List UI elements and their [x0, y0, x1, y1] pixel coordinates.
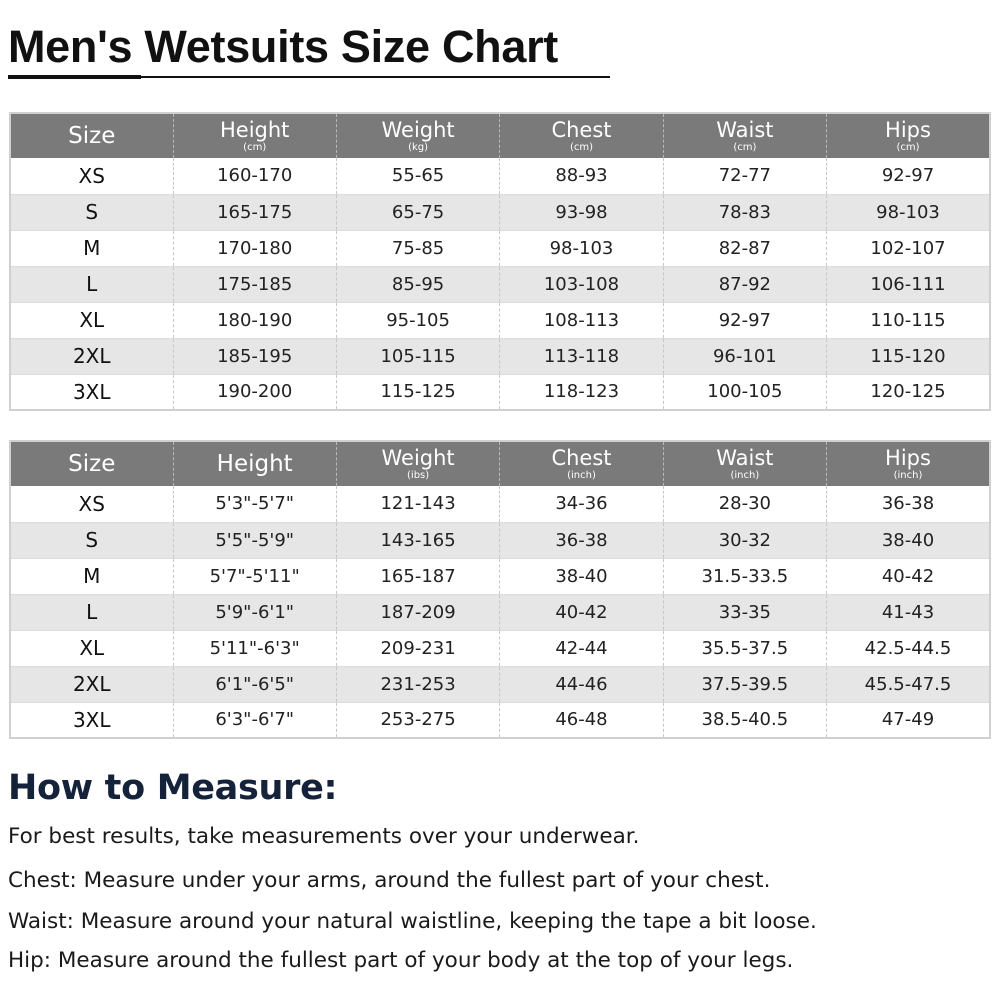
table-cell: 5'9"-6'1": [173, 594, 336, 630]
table-cell: 41-43: [827, 594, 990, 630]
size-label-cell: 3XL: [10, 702, 173, 738]
table-row: [10, 702, 990, 738]
table-cell: 120-125: [827, 374, 990, 410]
column-header: [336, 441, 499, 486]
table-cell: 88-93: [500, 158, 663, 194]
table-row: [10, 338, 990, 374]
table-cell: 44-46: [500, 666, 663, 702]
table-cell: 98-103: [500, 230, 663, 266]
table-row: [10, 230, 990, 266]
table-row: [10, 666, 990, 702]
table-cell: 103-108: [500, 266, 663, 302]
table-cell: 118-123: [500, 374, 663, 410]
size-label-cell: XL: [10, 302, 173, 338]
header-row: [10, 441, 990, 486]
size-label-cell: XL: [10, 630, 173, 666]
table-cell: 5'3"-5'7": [173, 486, 336, 522]
table-cell: 102-107: [827, 230, 990, 266]
column-header-unit: (inch): [893, 470, 923, 481]
table-cell: 108-113: [500, 302, 663, 338]
column-header-unit: (cm): [243, 142, 267, 153]
table-cell: 5'7"-5'11": [173, 558, 336, 594]
column-header: [827, 441, 990, 486]
size-label-cell: XS: [10, 486, 173, 522]
table-cell: 98-103: [827, 194, 990, 230]
table-cell: 165-187: [336, 558, 499, 594]
table-row: [10, 594, 990, 630]
measure-tip: For best results, take measurements over your underwear.: [8, 824, 640, 849]
table-cell: 31.5-33.5: [663, 558, 826, 594]
table-cell: 55-65: [336, 158, 499, 194]
imperial-table-body: [10, 486, 990, 738]
table-cell: 93-98: [500, 194, 663, 230]
column-header-unit: (cm): [896, 142, 920, 153]
column-header: [10, 441, 173, 486]
table-row: [10, 374, 990, 410]
table-cell: 78-83: [663, 194, 826, 230]
column-header-label: Waist: [716, 118, 774, 142]
table-row: [10, 194, 990, 230]
size-label-cell: 2XL: [10, 666, 173, 702]
table-cell: 75-85: [336, 230, 499, 266]
table-cell: 47-49: [827, 702, 990, 738]
column-header-label: Hips: [885, 446, 931, 470]
table-row: [10, 558, 990, 594]
page-title: Men's Wetsuits Size Chart: [8, 21, 558, 72]
column-header-unit: (ibs): [407, 470, 430, 481]
table-cell: 5'11"-6'3": [173, 630, 336, 666]
size-label-cell: L: [10, 266, 173, 302]
size-label-cell: S: [10, 194, 173, 230]
table-cell: 160-170: [173, 158, 336, 194]
column-header-unit: (inch): [567, 470, 596, 481]
table-cell: 38-40: [500, 558, 663, 594]
table-cell: 121-143: [336, 486, 499, 522]
hip-instruction: Hip: Measure around the fullest part of your body at the top of your legs.: [8, 948, 794, 973]
table-cell: 82-87: [663, 230, 826, 266]
column-header: [173, 113, 336, 158]
table-cell: 36-38: [500, 522, 663, 558]
table-row: [10, 266, 990, 302]
waist-instruction: Waist: Measure around your natural waistline, keeping the tape a bit loose.: [8, 909, 817, 934]
table-cell: 115-120: [827, 338, 990, 374]
chest-instruction: Chest: Measure under your arms, around the fullest part of your chest.: [8, 868, 771, 893]
column-header-unit: (kg): [408, 142, 429, 153]
title-underline-accent: [8, 75, 141, 79]
table-cell: 92-97: [663, 302, 826, 338]
table-cell: 175-185: [173, 266, 336, 302]
column-header: [663, 441, 826, 486]
imperial-size-table: [9, 440, 991, 739]
table-cell: 36-38: [827, 486, 990, 522]
table-cell: 106-111: [827, 266, 990, 302]
table-cell: 95-105: [336, 302, 499, 338]
table-cell: 85-95: [336, 266, 499, 302]
table-cell: 165-175: [173, 194, 336, 230]
column-header: [827, 113, 990, 158]
column-header-label: Waist: [716, 446, 774, 470]
column-header: [500, 441, 663, 486]
table-cell: 113-118: [500, 338, 663, 374]
size-label-cell: L: [10, 594, 173, 630]
table-cell: 209-231: [336, 630, 499, 666]
table-cell: 231-253: [336, 666, 499, 702]
table-cell: 170-180: [173, 230, 336, 266]
table-cell: 5'5"-5'9": [173, 522, 336, 558]
column-header-label: Chest: [551, 446, 612, 470]
table-cell: 185-195: [173, 338, 336, 374]
table-cell: 92-97: [827, 158, 990, 194]
size-label-cell: M: [10, 558, 173, 594]
column-header-label: Size: [68, 451, 116, 477]
table-cell: 38-40: [827, 522, 990, 558]
column-header-label: Weight: [381, 118, 455, 142]
table-row: [10, 486, 990, 522]
table-cell: 42.5-44.5: [827, 630, 990, 666]
column-header-label: Height: [219, 118, 290, 142]
column-header: [663, 113, 826, 158]
column-header-label: Weight: [381, 446, 455, 470]
metric-size-table: [9, 112, 991, 411]
size-label-cell: XS: [10, 158, 173, 194]
table-cell: 42-44: [500, 630, 663, 666]
table-cell: 33-35: [663, 594, 826, 630]
column-header: [173, 441, 336, 486]
metric-table-header: [10, 113, 990, 158]
table-cell: 110-115: [827, 302, 990, 338]
table-cell: 6'1"-6'5": [173, 666, 336, 702]
table-cell: 34-36: [500, 486, 663, 522]
column-header: [336, 113, 499, 158]
table-cell: 105-115: [336, 338, 499, 374]
imperial-table-header: [10, 441, 990, 486]
table-cell: 100-105: [663, 374, 826, 410]
column-header-label: Chest: [551, 118, 612, 142]
table-cell: 65-75: [336, 194, 499, 230]
table-cell: 187-209: [336, 594, 499, 630]
size-label-cell: 3XL: [10, 374, 173, 410]
table-cell: 180-190: [173, 302, 336, 338]
column-header: [10, 113, 173, 158]
table-cell: 45.5-47.5: [827, 666, 990, 702]
column-header: [500, 113, 663, 158]
column-header-label: Height: [216, 451, 293, 477]
column-header-label: Size: [68, 123, 116, 149]
table-cell: 115-125: [336, 374, 499, 410]
table-cell: 37.5-39.5: [663, 666, 826, 702]
table-cell: 190-200: [173, 374, 336, 410]
table-cell: 28-30: [663, 486, 826, 522]
table-cell: 30-32: [663, 522, 826, 558]
column-header-unit: (cm): [733, 142, 757, 153]
table-cell: 40-42: [500, 594, 663, 630]
table-cell: 253-275: [336, 702, 499, 738]
table-cell: 40-42: [827, 558, 990, 594]
table-cell: 35.5-37.5: [663, 630, 826, 666]
table-row: [10, 302, 990, 338]
table-row: [10, 630, 990, 666]
table-cell: 72-77: [663, 158, 826, 194]
column-header-unit: (cm): [569, 142, 593, 153]
size-label-cell: 2XL: [10, 338, 173, 374]
table-row: [10, 522, 990, 558]
size-label-cell: M: [10, 230, 173, 266]
header-row: [10, 113, 990, 158]
table-cell: 6'3"-6'7": [173, 702, 336, 738]
column-header-label: Hips: [885, 118, 931, 142]
column-header-unit: (inch): [730, 470, 760, 481]
table-row: [10, 158, 990, 194]
how-to-measure-heading: How to Measure:: [8, 768, 338, 808]
table-cell: 96-101: [663, 338, 826, 374]
table-cell: 46-48: [500, 702, 663, 738]
table-cell: 87-92: [663, 266, 826, 302]
size-label-cell: S: [10, 522, 173, 558]
table-cell: 38.5-40.5: [663, 702, 826, 738]
table-cell: 143-165: [336, 522, 499, 558]
metric-table-body: [10, 158, 990, 410]
